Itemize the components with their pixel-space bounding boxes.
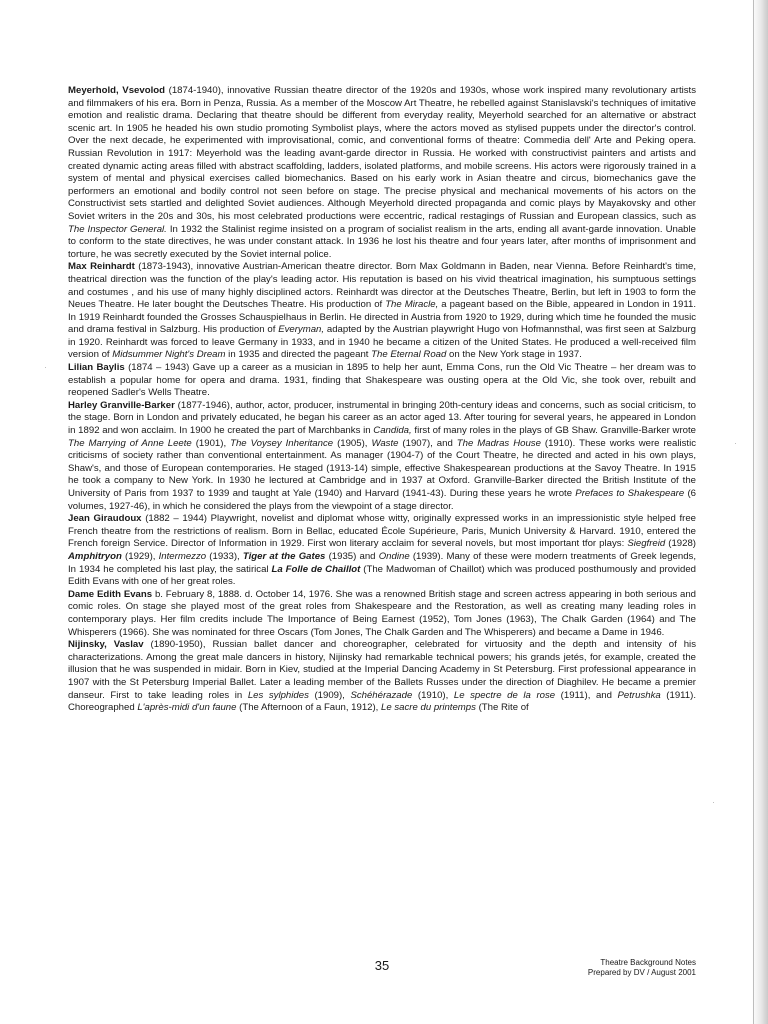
entry-text: (The Madwoman of Chaillot) which was produced posthumously and provided Edith Evans with one of her great roles.	[68, 563, 696, 588]
entry-text: a pageant based on the Bible, appeared in London in 1911. In 1919 Reinhardt founded the Grosses Schauspielhaus in Berlin. He directed in Austria from 1920 to 1929, during which time he founded the music and drama festival in Salzburg. His production of	[68, 299, 696, 336]
entry-text: (1929),	[121, 550, 159, 562]
entry-text: (1910). These works were realistic criticisms of society rather than conventional entertainment. As manager (1904-7) of the Court Theatre, he directed and acted in his own plays, Shaw's, and those of European contemporaries. He staged (1913-14) simple, effective Shakespearean productions at the Savoy Theatre. In 1915 he took a company to New York. In 1930 he lectured at Cambridge and in 1937 at Oxford. Granville-Barker directed the British Institute of the University of Paris from 1937 to 1939 and taught at Yale (1940) and Harvard (1941-43). During these years he wrote	[68, 437, 696, 499]
scan-speck: ·	[734, 438, 737, 448]
entry-text: (1874 – 1943) Gave up a career as a musician in 1895 to help her aunt, Emma Cons, run the Old Vic Theatre – her dream was to establish a popular home for opera and drama. 1931, finding that Shakespeare was ousting opera at the Old Vic, she took over, rebuilt and reopened Sadler's Wells Theatre.	[68, 362, 697, 399]
entry-text: (1874-1940), innovative Russian theatre director of the 1920s and 1930s, whose work inspired many revolutionary artists and filmmakers of his era. Born in Penza, Russia. As a member of the Moscow Art Theatre, he rebelled against Stanislavski's techniques of imitative emotion and realistic drama. Declaring that theatre should be different from everyday reality, Meyerhold searched for an alternative or abstract scenic art. In 1905 he headed his own studio promoting Symbolist plays, where the actors moved as stylised puppets under the director's control. Over the next decade, he experimented with improvisational, comic, and conventional forms of theatre: Commedia dell' Arte and Peking opera. Russian Revolution in 1917: Meyerhold was the leading avant-garde director in Russia. He worked with constructivist painters and artists and created dynamic acting areas filled with abstract scaffolding, ladders, isolated platforms, and mobile screens. His actors were rigorously trained in a system of mental and physical exercises called biomechanics. Based on his early work in Asian theatre and circus, biomechanics gave the performers an emotional and bodily control not seen before on stage. The precise physical and mechanical movements of his actors on the Constructivist sets startled and delighted Soviet audiences. Although Meyerhold directed propaganda and comic plays by Mayakovsky and other Soviet writers in the 20s and 30s, his most celebrated productions were eccentric, radical restagings of Russian and European classics, such as	[68, 85, 696, 222]
footer-notes	[588, 958, 696, 978]
page-edge-line	[753, 0, 754, 1024]
entry-text: first of many roles in the plays of GB Shaw. Granville-Barker wrote	[411, 425, 696, 437]
work-title: L'après-midi d'un faune	[137, 702, 237, 714]
entry-name: Lilian Baylis	[68, 362, 125, 374]
entry-text: b. February 8, 1888. d. October 14, 1976. She was a renowned British stage and screen actress appearing in both serious and comic roles. On stage she played most of the great roles from Shakespeare and the Restoration, as well as creating many leading roles in contemporary plays. Her film credits include The Importance of Being Earnest (1952), Tom Jones (1963), The Chalk Garden (1964) and The Whisperers (1966). She was nominated for three Oscars (Tom Jones, The Chalk Garden and The Whisperers) and became a Dame in 1946.	[68, 588, 696, 638]
biography-entry	[68, 513, 696, 589]
work-title: Midsummer Night's Dream	[112, 349, 226, 361]
footer-notes-credit: Prepared by DV / August 2001	[587, 968, 696, 977]
work-title: Les sylphides	[247, 689, 309, 701]
work-title: Petrushka	[617, 689, 661, 701]
work-title: The Voysey Inheritance	[230, 437, 334, 449]
entry-name: Nijinsky, Vaslav	[68, 639, 144, 651]
entry-text: (1910),	[412, 689, 454, 701]
footer-notes-title: Theatre Background Notes	[600, 958, 696, 967]
biography-entry	[68, 639, 696, 715]
work-title: The Inspector General.	[68, 223, 167, 235]
entry-text: (1890-1950), Russian ballet dancer and choreographer, celebrated for virtuosity and the depth and intensity of his characterizations. Among the great male dancers in history, Nijinsky had remarkable technical powers; his grands jetés, for example, created the illusion that he was suspended in midair. Born in Kiev, studied at the Imperial Dancing Academy in St Petersburg. First professional appearance in 1907 with the St Petersburg Imperial Ballet. Later a leading member of the Ballets Russes under the direction of Diaghilev. He became a premier danseur. First to take leading roles in	[68, 639, 696, 701]
work-title: The Eternal Road	[371, 349, 447, 361]
work-title: The Miracle,	[385, 299, 439, 311]
entry-text: (1882 – 1944) Playwright, novelist and diplomat whose witty, originally expressed works in an impressionistic style helped free French theatre from the restrictions of realism. Born in Bellac, educated École Supérieure, Paris, Munich University & Harvard. 1910, entered the French foreign Service. Director of Information in 1929. First won literary acclaim for several novels, but most important tfor plays:	[68, 513, 696, 550]
biography-entry	[68, 261, 696, 362]
work-title-emphasis: La Folle de Chaillot	[271, 563, 361, 575]
work-title: Waste	[371, 437, 399, 449]
work-title: Ondine	[378, 550, 410, 562]
entry-name: Harley Granville-Barker	[68, 399, 175, 411]
work-title: Everyman,	[278, 324, 325, 336]
entry-text: in 1935 and directed the pageant	[225, 349, 372, 361]
entry-text: (The Afternoon of a Faun, 1912),	[236, 702, 382, 714]
entry-text: adapted by the Austrian playwright Hugo von Hofmannsthal, was first seen at Salzburg in 1920. Reinhardt was forced to leave Germany in 1933, and in 1940 he became a citizen of the United States. He produced a well-received film version of	[68, 324, 696, 361]
entry-text: In 1932 the Stalinist regime insisted on a program of socialist realism in the arts, ending all avant-garde innovation. Unable to conform to the state directives, he was under constant attack. In 1936 he lost his theatre and four years later, after months of imprisonment and torture, he was secretly executed by the Soviet internal police.	[68, 223, 696, 260]
entry-text: on the New York stage in 1937.	[446, 349, 582, 361]
work-title-emphasis: Tiger at the Gates	[242, 550, 326, 562]
work-title: The Marrying of Anne Leete	[68, 437, 192, 449]
scan-speck: ·	[44, 362, 47, 372]
work-title: The Madras House	[456, 437, 541, 449]
work-title: Intermezzo	[158, 550, 207, 562]
biography-entry	[68, 362, 696, 400]
work-title: Prefaces to Shakespeare	[575, 488, 685, 499]
entry-text: (1901),	[191, 437, 231, 449]
entry-text: (1907), and	[398, 437, 457, 449]
entry-text: (1905),	[333, 437, 372, 449]
entry-name: Dame Edith Evans	[68, 588, 153, 600]
work-title-emphasis: Amphitryon	[68, 550, 122, 562]
work-title: Schéhérazade	[350, 689, 413, 701]
entry-text: (1939). Many of these were modern treatments of Greek legends, In 1934 he completed his last play, the satirical	[68, 550, 696, 575]
entry-text: (6 volumes, 1927-46), in which he considered the plays from the viewpoint of a stage director.	[68, 488, 696, 512]
page-number: 35	[374, 958, 390, 973]
work-title: Le sacre du printemps	[381, 702, 476, 714]
scan-speck: ·	[712, 797, 715, 807]
entry-text: (1911). Choreographed	[68, 689, 696, 714]
entry-name: Meyerhold, Vsevolod	[68, 85, 165, 96]
biography-entry	[68, 589, 696, 639]
entry-text: (The Rite of	[475, 702, 529, 714]
work-title: Candida,	[373, 425, 412, 437]
document-body	[68, 85, 696, 715]
entry-name: Max Reinhardt	[68, 261, 135, 273]
entry-text: (1877-1946), author, actor, producer, instrumental in bringing 20th-century ideas and concerns, such as social criticism, to the stage. Born in London and privately educated, he began his career as an actor aged 13. After touring for several years, he appeared in London in 1892 and won acclaim. In 1900 he created the part of Marchbanks in	[68, 399, 697, 437]
entry-text: (1873-1943), innovative Austrian-American theatre director. Born Max Goldmann in Baden, near Vienna. Before Reinhardt's time, theatrical direction was the function of the play's leading actor. His reputation is based on his vivid theatrical imagination, his sumptuous settings and costumes , and his use of many highly disciplined actors. Reinhardt was director at the Deutsches Theatre, Berlin, but left in 1903 to form the Neues Theatre. He later bought the Deutsches Theatre. His production of	[68, 261, 696, 311]
entry-name: Jean Giraudoux	[68, 513, 142, 525]
biography-entry	[68, 400, 696, 513]
biography-entry	[68, 85, 696, 261]
entry-text: (1911), and	[555, 689, 618, 701]
work-title: Le spectre de la rose	[453, 689, 556, 701]
entry-text: (1935) and	[325, 550, 379, 562]
entry-text: (1909),	[308, 689, 351, 701]
entry-text: (1933),	[206, 550, 243, 562]
page-edge-shadow	[752, 0, 768, 1024]
work-title: Siegfreid	[627, 538, 666, 550]
entry-text: (1928)	[665, 538, 697, 550]
